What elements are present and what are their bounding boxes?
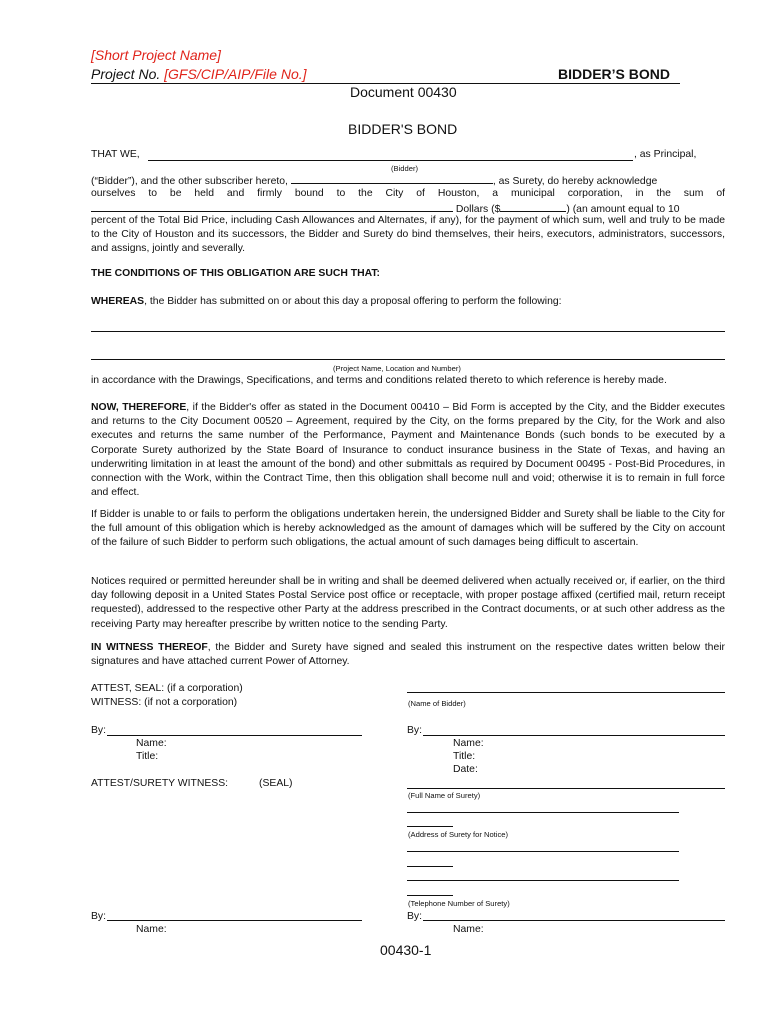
now-therefore-text: , if the Bidder's offer as stated in the Document 00410 – Bid Form is accepted by the City, and the Bidder executes and returns to the City Document 00520 – Agreement, required by the City, on the forms prepared by the City, for the Work and also executes and returns the same number of the Performance, Payment and Maintenance Bonds (such bonds to be executed by a Corporate Surety authorized by the State Board of Insurance to conduct insurance business in the State of Texas, and having an underwriting limitation in at least the amount of the bond) and other submittals as required by Document 00495 - Post-Bid Procedures, in connection with the Work, within the Contract Time, then this obligation shall become null and void; otherwise it is to remain in full force and effect. xyxy=(91,402,725,499)
address-surety-caption: (Address of Surety for Notice) xyxy=(408,830,509,839)
surety-address-line-2[interactable] xyxy=(407,851,679,852)
bond-line-3-a: Dollars ($ xyxy=(455,204,501,215)
document-heading: BIDDER'S BOND xyxy=(348,121,458,137)
project-no-label: Project No. xyxy=(91,66,165,82)
right-name-label-1: Name: xyxy=(453,738,484,749)
unable-paragraph: If Bidder is unable to or fails to perform the obligations undertaken herein, the undersigned Bidder and Surety shall be liable to the City for the full amount of this obligation which is hereby acknowledged as the amount of damages which will be suffered by the City on account of the failure of such Bidder to perform such obligations, the actual amount of such damages being difficult to ascertain. xyxy=(91,509,725,549)
short-project-name: [Short Project Name] xyxy=(91,47,221,63)
surety-phone-short[interactable] xyxy=(407,895,453,896)
surety-name-blank[interactable] xyxy=(291,173,493,184)
bond-line-1-a: (“Bidder”), and the other subscriber hereto, xyxy=(91,176,288,187)
amount-words-blank[interactable] xyxy=(91,201,453,212)
document-number-title: Document 00430 xyxy=(350,84,457,100)
now-therefore-lead: NOW, THEREFORE xyxy=(91,402,187,413)
form-title: BIDDER’S BOND xyxy=(558,66,671,82)
bond-line-1-b: , as Surety, do hereby acknowledge xyxy=(492,176,658,187)
attest-seal-label: ATTEST, SEAL: (if a corporation) xyxy=(91,683,243,694)
whereas-text: , the Bidder has submitted on or about this day a proposal offering to perform the following: xyxy=(144,296,562,307)
bidder-caption: (Bidder) xyxy=(391,164,419,173)
whereas-lead: WHEREAS xyxy=(91,296,145,307)
as-principal-label: , as Principal, xyxy=(634,149,697,160)
bond-line-4: percent of the Total Bid Price, including Cash Allowances and Alternates, if any), for the payment of which sum, well and truly to be made to the City of Houston and its successors, the Bidder and Surety do bind themselves, their heirs, executors, administrators, successors, and assigns, jointly and severally. xyxy=(91,215,725,255)
project-blank-1[interactable] xyxy=(91,331,725,332)
left-signature-blank-2[interactable] xyxy=(107,920,362,921)
left-by-label-2: By: xyxy=(91,911,107,922)
whereas-after: in accordance with the Drawings, Specifications, and terms and conditions related thereto to which reference is hereby made. xyxy=(91,375,667,386)
project-blank-2[interactable] xyxy=(91,359,725,360)
right-by-label-1: By: xyxy=(407,725,423,736)
surety-phone-line[interactable] xyxy=(407,880,679,881)
left-signature-blank-1[interactable] xyxy=(107,735,362,736)
telephone-surety-caption: (Telephone Number of Surety) xyxy=(408,899,510,908)
project-no-value: [GFS/CIP/AIP/File No.] xyxy=(164,66,307,82)
that-we-label: THAT WE, xyxy=(91,149,140,160)
surety-address-short-2[interactable] xyxy=(407,866,453,867)
full-name-surety-caption: (Full Name of Surety) xyxy=(408,791,481,800)
notices-paragraph: Notices required or permitted hereunder shall be in writing and shall be deemed delivered when actually received or, if earlier, on the third day following deposit in a United States Postal Service post office or receptacle, with proper postage affixed (certified mail, return receipt requested), addressed to the respective other Party at the address prescribed in the Contract documents, or at such other address as the receiving Party may hereafter prescribe by written notice to the sending Party. xyxy=(91,576,725,630)
conditions-heading: THE CONDITIONS OF THIS OBLIGATION ARE SUCH THAT: xyxy=(91,268,381,279)
bond-line-3-b: ) (an amount equal to 10 xyxy=(566,204,680,215)
amount-numeric-blank[interactable] xyxy=(500,201,566,212)
left-name-label-2: Name: xyxy=(136,924,167,935)
seal-label: (SEAL) xyxy=(259,778,293,789)
right-title-label: Title: xyxy=(453,751,476,762)
right-by-label-2: By: xyxy=(407,911,423,922)
right-signature-blank-2[interactable] xyxy=(423,920,725,921)
principal-blank[interactable] xyxy=(148,160,633,161)
right-signature-blank-1[interactable] xyxy=(423,735,725,736)
bidder-name-blank[interactable] xyxy=(407,692,725,693)
now-therefore-paragraph xyxy=(91,401,725,500)
left-by-label-1: By: xyxy=(91,725,107,736)
right-date-label: Date: xyxy=(453,764,478,775)
page-number: 00430-1 xyxy=(380,942,432,958)
witness-not-corp-label: WITNESS: (if not a corporation) xyxy=(91,697,238,708)
surety-name-line[interactable] xyxy=(407,788,725,789)
surety-address-line-1[interactable] xyxy=(407,812,679,813)
bond-line-2: ourselves to be held and firmly bound to the City of Houston, a municipal corporation, in the sum of xyxy=(91,188,725,199)
right-name-label-2: Name: xyxy=(453,924,484,935)
left-name-label-1: Name: xyxy=(136,738,167,749)
surety-address-short-1[interactable] xyxy=(407,826,453,827)
name-of-bidder-caption: (Name of Bidder) xyxy=(408,699,466,708)
witness-lead: IN WITNESS THEREOF xyxy=(91,642,208,653)
witness-paragraph xyxy=(91,641,725,669)
attest-surety-witness-label: ATTEST/SURETY WITNESS: xyxy=(91,778,229,789)
witness-text: , the Bidder and Surety have signed and sealed this instrument on the respective dates written below their signatures and have attached current Power of Attorney. xyxy=(91,642,725,668)
project-caption: (Project Name, Location and Number) xyxy=(333,364,461,373)
whereas-paragraph xyxy=(91,295,725,309)
left-title-label: Title: xyxy=(136,751,159,762)
